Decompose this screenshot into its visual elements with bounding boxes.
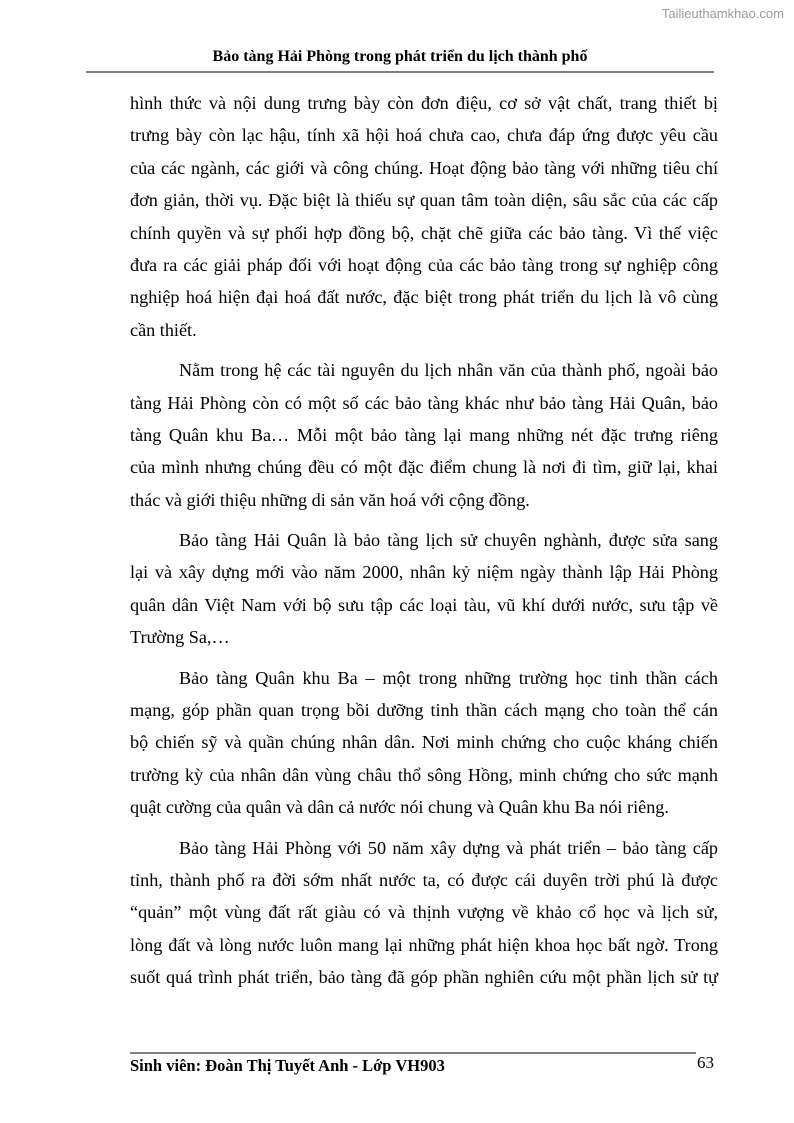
text-line: lại và xây dựng mới vào năm 2000, nhân kỷ niệm ngày thành lập Hải Phòng — [130, 562, 718, 583]
text-line: của các ngành, các giới và công chúng. Hoạt động bảo tàng với những tiêu chí — [130, 157, 718, 178]
text-line: đưa ra các giải pháp đối với hoạt động của các bảo tàng trong sự nghiệp công — [130, 254, 718, 275]
text-line: trưng bày còn lạc hậu, tính xã hội hoá chưa cao, chưa đáp ứng được yêu cầu — [130, 125, 718, 146]
text-line: hình thức và nội dung trưng bày còn đơn điệu, cơ sở vật chất, trang thiết bị — [130, 93, 718, 113]
text-line: trường kỳ của nhân dân vùng châu thổ sông Hồng, minh chứng cho sức mạnh — [130, 764, 718, 785]
text-line: Bảo tàng Quân khu Ba – một trong những trường học tinh thần cách — [179, 667, 718, 688]
paragraph — [130, 87, 718, 346]
page-header-title: Bảo tàng Hải Phòng trong phát triển du lịch thành phố — [212, 48, 588, 65]
paragraph — [130, 354, 718, 516]
text-line: tỉnh, thành phố ra đời sớm nhất nước ta, có được cái duyên trời phú là được — [130, 869, 718, 890]
text-line: Nằm trong hệ các tài nguyên du lịch nhân văn của thành phố, ngoài bảo — [179, 360, 718, 381]
paragraph — [130, 524, 718, 654]
text-line: tàng Hải Phòng còn có một số các bảo tàng khác như bảo tàng Hải Quân, bảo — [130, 392, 718, 413]
paragraph — [130, 832, 718, 994]
text-line: suốt quá trình phát triển, bảo tàng đã góp phần nghiên cứu một phần lịch sử tự — [130, 967, 718, 988]
document-body — [130, 87, 718, 1002]
text-line: chính quyền và sự phối hợp đồng bộ, chặt chẽ giữa các bảo tàng. Vì thế việc — [130, 222, 718, 243]
text-line: Bảo tàng Hải Quân là bảo tàng lịch sử chuyên nghành, được sửa sang — [179, 530, 718, 551]
footer-author: Sinh viên: Đoàn Thị Tuyết Anh - Lớp VH903 — [130, 1056, 445, 1075]
text-line: Bảo tàng Hải Phòng với 50 năm xây dựng và phát triển – bảo tàng cấp — [179, 837, 718, 858]
watermark: Tailieuthamkhao.com — [661, 6, 784, 21]
page-number: 63 — [697, 1053, 714, 1072]
footer-divider — [130, 1052, 696, 1054]
text-line: quân dân Việt Nam với bộ sưu tập các loại tàu, vũ khí dưới nước, sưu tập về — [130, 594, 718, 615]
text-line: đơn giản, thời vụ. Đặc biệt là thiếu sự quan tâm toàn diện, sâu sắc của các cấp — [130, 190, 718, 211]
text-line: thác và giới thiệu những di sản văn hoá với cộng đồng. — [130, 489, 530, 510]
text-line: Trường Sa,… — [130, 627, 230, 648]
text-line: tàng Quân khu Ba… Mỗi một bảo tàng lại mang những nét đặc trưng riêng — [130, 424, 718, 445]
text-line: “quản” một vùng đất rất giàu có và thịnh vượng về khảo cổ học và lịch sử, — [130, 902, 718, 923]
text-line: bộ chiến sỹ và quần chúng nhân dân. Nơi minh chứng cho cuộc kháng chiến — [130, 732, 718, 753]
text-line: cần thiết. — [130, 319, 197, 340]
paragraph — [130, 662, 718, 824]
text-line: nghiệp hoá hiện đại hoá đất nước, đặc biệt trong phát triển du lịch là vô cùng — [130, 287, 718, 308]
header-divider — [86, 71, 714, 73]
text-line: quật cường của quân và dân cả nước nói chung và Quân khu Ba nói riêng. — [130, 797, 669, 818]
text-line: lòng đất và lòng nước luôn mang lại những phát hiện khoa học bất ngờ. Trong — [130, 934, 718, 955]
text-line: mạng, góp phần quan trọng bồi dưỡng tinh thần cách mạng cho toàn thể cán — [130, 700, 718, 721]
text-line: của mình nhưng chúng đều có một đặc điểm chung là nơi đi tìm, giữ lại, khai — [130, 457, 718, 478]
